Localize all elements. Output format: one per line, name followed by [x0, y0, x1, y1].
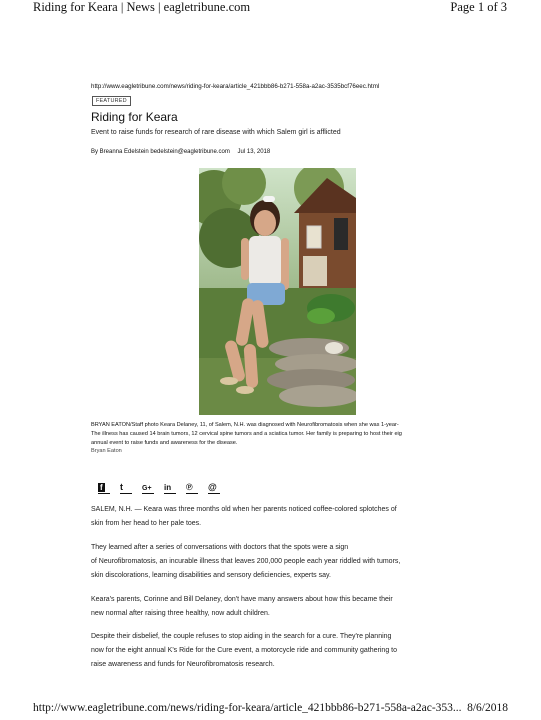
paragraph-line: raise awareness and funds for Neurofibromatosis research. — [91, 661, 275, 668]
byline-date: Jul 13, 2018 — [237, 149, 271, 155]
article-subhead: Event to raise funds for research of rare disease with which Salem girl is afflicted — [91, 129, 341, 136]
facebook-icon[interactable]: f — [98, 480, 120, 492]
caption-line: BRYAN EATON/Staff photo Keara Delaney, 11, of Salem, N.H. was diagnosed with Neurofibromatosis when she was 1-year- — [91, 422, 399, 428]
paragraph-line: new normal after raising three healthy, now adult children. — [91, 610, 270, 617]
linkedin-icon[interactable]: in — [164, 480, 186, 492]
paragraph-line: skin from her head to her pale toes. — [91, 520, 202, 527]
caption-line: The illness has caused 14 brain tumors, 12 cervical spine tumors and a sciatica tumor. Her family is preparing to host their eig — [91, 431, 402, 437]
featured-badge: FEATURED — [92, 96, 131, 106]
paragraph-line: now for the eight annual K's Ride for the Cure event, a motorcycle ride and community gathering to — [91, 647, 398, 654]
pinterest-icon[interactable]: ℗ — [186, 480, 208, 492]
article-url[interactable]: http://www.eagletribune.com/news/riding-for-keara/article_421bbb86-b271-558a-a2ac-3535bcf76eec.html — [91, 83, 380, 90]
article-paragraph — [91, 503, 451, 531]
paragraph-line: Keara's parents, Corinne and Bill Delaney, don't have many answers about how this became their — [91, 596, 393, 603]
article-paragraph — [91, 593, 451, 621]
paragraph-line: of Neurofibromatosis, an incurable illness that leaves 200,000 people each year riddled with tumors, — [91, 558, 401, 565]
paragraph-line: They learned after a series of conversations with doctors that the spots were a sign — [91, 544, 349, 551]
article-paragraph — [91, 541, 451, 583]
article-paragraph — [91, 630, 451, 672]
print-footer-date: 8/6/2018 — [467, 702, 508, 714]
print-page-number: Page 1 of 3 — [450, 0, 507, 14]
print-header-title: Riding for Keara | News | eagletribune.com — [33, 0, 251, 14]
byline-author[interactable]: By Breanna Edelstein bedelstein@eagletribune.com — [91, 149, 230, 155]
byline — [91, 149, 276, 155]
email-icon[interactable]: @ — [208, 480, 230, 492]
photo-caption — [91, 421, 448, 448]
share-bar — [98, 480, 230, 492]
paragraph-line: Despite their disbelief, the couple refuses to stop aiding in the search for a cure. They're planning — [91, 633, 392, 640]
paragraph-line: skin discolorations, learning disabilities and sensory deficiencies, experts say. — [91, 572, 331, 579]
twitter-icon[interactable]: t — [120, 480, 142, 492]
google-plus-icon[interactable]: G+ — [142, 480, 164, 492]
caption-line: annual event to raise funds and awareness for the disease. — [91, 440, 238, 446]
print-footer-url: http://www.eagletribune.com/news/riding-for-keara/article_421bbb86-b271-558a-a2ac-353... — [33, 702, 462, 714]
paragraph-line: SALEM, N.H. — Keara was three months old when her parents noticed coffee-colored splotches of — [91, 506, 397, 513]
article-headline: Riding for Keara — [91, 110, 178, 124]
article-photo — [199, 168, 356, 415]
photo-credit: Bryan Eaton — [91, 448, 122, 454]
